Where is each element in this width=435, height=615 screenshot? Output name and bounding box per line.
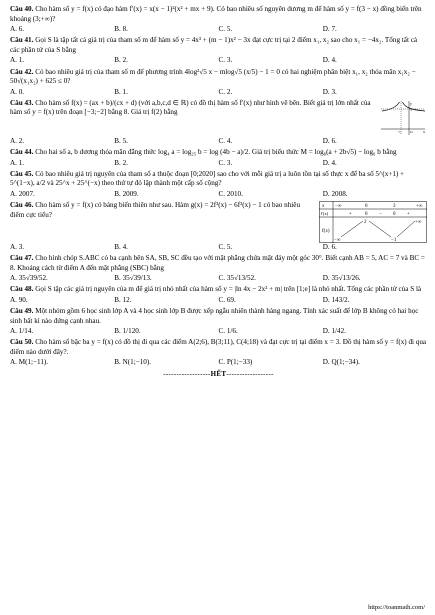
- sign-2: −: [379, 211, 382, 217]
- options-48: [10, 296, 427, 306]
- f-max: 2: [364, 219, 367, 225]
- option: B. 2.: [114, 158, 128, 167]
- option: C. 69.: [218, 295, 236, 304]
- option: A. 1.: [10, 56, 25, 65]
- options-43: [10, 137, 427, 147]
- option: B. 35√39/13.: [114, 274, 152, 283]
- options-47: [10, 274, 427, 284]
- option: D. 7.: [322, 25, 337, 34]
- options-44: [10, 159, 427, 169]
- x-three: 3: [393, 203, 396, 209]
- option: D. 4.: [322, 158, 337, 167]
- option: D. 2008.: [322, 189, 348, 198]
- option: C. 5.: [218, 25, 233, 34]
- option: B. 2.: [114, 56, 128, 65]
- row-x-label: x: [322, 203, 325, 209]
- options-50: [10, 358, 427, 368]
- option: D. 143/2.: [322, 295, 350, 304]
- tick-3: 3: [410, 107, 412, 112]
- options-45: [10, 190, 427, 200]
- question-45: Câu 45. Có bao nhiêu giá trị nguyên của tham số a thuộc đoạn [0;2020] sao cho với mỗi giá trị a luôn tồn tại số thực x để ba số 5^(x+1) + 5^(1−x), a/2 và 25^x + 25^(−x) theo thứ tự đó lập thành một cấp số cộng?: [10, 169, 405, 188]
- option: C. 2.: [218, 87, 233, 96]
- option: C. 35√13/52.: [218, 274, 256, 283]
- option: A. 1.: [10, 158, 25, 167]
- option: D. 1/42.: [322, 327, 346, 336]
- option: C. 4.: [218, 136, 233, 145]
- question-46-row: [10, 201, 427, 243]
- options-40: [10, 25, 427, 35]
- row-f-label: f(x): [322, 228, 330, 234]
- question-47: Câu 47. Cho hình chóp S.ABC có ba cạnh bên SA, SB, SC đều tạo với mặt phẳng chứa mặt đáy một góc 30°. Biết cạnh AB = 5, AC = 7 và BC = 8. Khoảng cách từ điểm A đến mặt phẳng (SBC) bằng: [10, 254, 425, 272]
- option: A. 3.: [10, 242, 25, 251]
- option: C. 5.: [218, 242, 233, 251]
- question-48: Câu 48. Gọi S tập các giá trị nguyên của m để giá trị nhỏ nhất của hàm số y = |ln 4x − 2x² + m| trên [1;e] là nhỏ nhất. Tổng các phần tử của S là: [10, 285, 422, 294]
- options-46: [10, 243, 427, 253]
- question-41: Câu 41. Gọi S là tập tất cả giá trị của tham số m để hàm số y = 4x³ + (m − 1)x² − 3x đạt cực trị tại 2 điểm x₁, x₂ sao cho x₁ = −4x₂. Tổng tất cả các phần tử của S bằng: [10, 36, 418, 54]
- derivative-graph: [379, 99, 427, 137]
- end-divider: ------------------HẾT------------------: [163, 370, 274, 379]
- option: B. N(1;−10).: [114, 358, 152, 367]
- option: C. 2010.: [218, 189, 243, 198]
- origin-label: O: [410, 129, 413, 134]
- option: D. 6.: [322, 242, 337, 251]
- option: A. 0.: [10, 87, 25, 96]
- row-fp-label: f′(x): [320, 210, 329, 216]
- x-pos-inf: +∞: [416, 203, 423, 209]
- option: C. 1/6.: [218, 327, 238, 336]
- f-pos-inf: +∞: [415, 219, 422, 225]
- x-axis-label: x: [423, 128, 425, 134]
- option: D. Q(1;−34).: [322, 358, 360, 367]
- question-49: Câu 49. Một nhóm gồm 6 học sinh lớp A và 4 học sinh lớp B được xếp ngẫu nhiên thành hàng ngang. Tính xác suất để lớp B không có hai học sinh bất kì nào đứng cạnh nhau.: [10, 306, 419, 325]
- variation-table: [319, 201, 427, 243]
- option: D. 4.: [322, 56, 337, 65]
- option: D. 35√13/26.: [322, 274, 361, 283]
- sign-1: +: [349, 211, 352, 217]
- option: B. 8.: [114, 25, 128, 34]
- option: C. P(1;−33): [218, 358, 253, 367]
- option: A. 1/14.: [10, 327, 34, 336]
- x-zero: 0: [365, 203, 368, 209]
- option: C. 3.: [218, 158, 233, 167]
- zero-1: 0: [365, 211, 368, 217]
- f-neg-inf: −∞: [334, 237, 341, 243]
- option: A. 35√39/52.: [10, 274, 48, 283]
- question-50: Câu 50. Cho hàm số bậc ba y = f(x) có đồ thị đi qua các điểm A(2;6), B(3;11), C(4;18) và đạt cực trị tại điểm x = 3. Đồ thị hàm số y = f(x) đi qua điểm nào dưới đây?.: [10, 338, 427, 356]
- option: A. 6.: [10, 25, 25, 34]
- options-41: [10, 56, 427, 66]
- option: A. 90.: [10, 295, 28, 304]
- y-axis-label: y: [410, 100, 412, 106]
- option: A. 2.: [10, 136, 25, 145]
- option: D. 3.: [322, 87, 337, 96]
- option: B. 1/120.: [114, 327, 141, 336]
- option: B. 1.: [114, 87, 128, 96]
- option: A. 2007.: [10, 189, 35, 198]
- footer-url: https://toanmath.com/: [368, 604, 425, 611]
- question-43: Câu 43. Cho hàm số f(x) = (ax + b)/(cx + d) (với a,b,c,d ∈ ℝ) có đồ thị hàm số f′(x) như hình vẽ bên. Biết giá trị lớn nhất của hàm số y = f(x) trên đoạn [−3;−2] bằng 8. Giá trị f(2) bằng: [10, 98, 371, 117]
- x-neg-inf: −∞: [335, 203, 342, 209]
- options-49: [10, 327, 427, 337]
- option: B. 4.: [114, 242, 128, 251]
- option: C. 3.: [218, 56, 233, 65]
- option: B. 5.: [114, 136, 128, 145]
- question-46: Câu 46. Cho hàm số y = f(x) có bảng biến thiên như sau. Hàm g(x) = 2f³(x) − 6f²(x) − 1 có bao nhiêu điểm cực tiểu?: [10, 200, 301, 219]
- option: B. 2009.: [114, 189, 139, 198]
- zero-2: 0: [393, 211, 396, 217]
- question-44: Câu 44. Cho hai số a, b dương thỏa mãn đẳng thức log₄ a = log₂₅ b = log (4b − a)/2. Giá trị biểu thức M = log₆(a + 2b√5) − log₆ b bằng: [10, 147, 397, 156]
- option: D. 6.: [322, 136, 337, 145]
- f-min: −1: [391, 237, 397, 243]
- tick-neg1: −1: [397, 129, 401, 134]
- option: B. 12.: [114, 295, 132, 304]
- options-42: [10, 88, 427, 98]
- question-43-row: [10, 99, 427, 137]
- question-42: Câu 42. Có bao nhiêu giá trị của tham số m để phương trình 4log²√5 x − mlog√5 (x/5) − 1 = 0 có hai nghiệm phân biệt x₁, x₂ thỏa mãn x₁x₂ − 50√(x₁x₂) + 625 ≤ 0?: [10, 67, 416, 86]
- sign-3: +: [407, 211, 410, 217]
- option: A. M(1;−11).: [10, 358, 49, 367]
- question-40: Câu 40. Cho hàm số y = f(x) có đạo hàm f′(x) = x(x − 1)²(x² + mx + 9). Có bao nhiêu số nguyên dương m để hàm số y = f(3 − x) đồng biến trên khoảng (3;+∞)?: [10, 5, 422, 23]
